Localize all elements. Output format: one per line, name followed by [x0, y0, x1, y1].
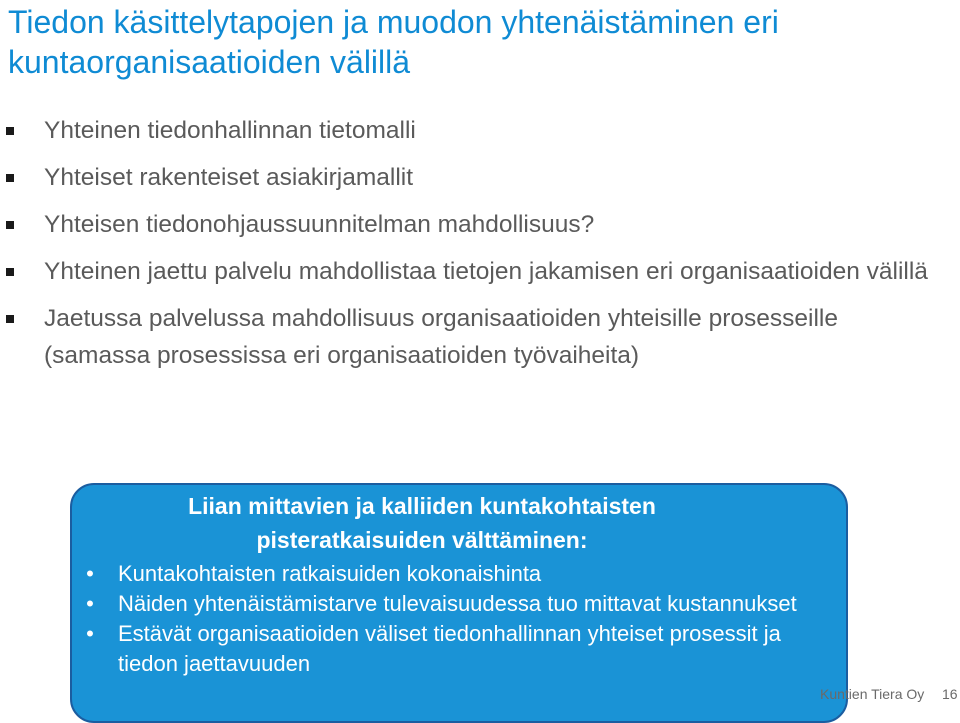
bullet-item — [0, 159, 960, 196]
square-bullet-icon — [6, 315, 14, 323]
callout-item — [72, 559, 812, 589]
square-bullet-icon — [6, 221, 14, 229]
slide-title: Tiedon käsittelytapojen ja muodon yhtenäistäminen eri kuntaorganisaatioiden välillä — [8, 4, 779, 80]
bullet-item — [0, 206, 960, 243]
callout-heading-line: Liian mittavien ja kalliiden kuntakohtaisten — [188, 493, 656, 519]
dot-bullet-icon: • — [86, 561, 94, 586]
dot-bullet-icon: • — [86, 591, 94, 616]
callout-list — [72, 559, 812, 679]
callout-box — [70, 483, 848, 723]
dot-bullet-icon: • — [86, 621, 94, 646]
callout-item — [72, 589, 812, 619]
footer-organization: Kuntien Tiera Oy — [820, 686, 925, 702]
callout-item — [72, 619, 812, 679]
callout-item-text: Näiden yhtenäistämistarve tulevaisuudessa tuo mittavat kustannukset — [118, 591, 797, 616]
bullet-list — [0, 112, 960, 374]
bullet-text: Yhteisen tiedonohjaussuunnitelman mahdollisuus? — [44, 211, 595, 238]
callout-item-text: Estävät organisaatioiden väliset tiedonhallinnan yhteiset prosessit ja tiedon jaettavuuden — [118, 621, 781, 676]
bullet-text: Yhteinen tiedonhallinnan tietomalli — [44, 117, 416, 144]
page-number: 16 — [942, 686, 958, 702]
bullet-item — [0, 112, 960, 149]
square-bullet-icon — [6, 268, 14, 276]
bullet-text: Yhteiset rakenteiset asiakirjamallit — [44, 164, 414, 191]
bullet-item — [0, 300, 960, 374]
bullet-text: Yhteinen jaettu palvelu mahdollistaa tietojen jakamisen eri organisaatioiden välillä — [44, 258, 928, 285]
square-bullet-icon — [6, 127, 14, 135]
bullet-item — [0, 253, 960, 290]
bullet-text: Jaetussa palvelussa mahdollisuus organisaatioiden yhteisille prosesseille (samassa prosessissa eri organisaatioiden työvaiheita) — [44, 305, 838, 369]
square-bullet-icon — [6, 174, 14, 182]
callout-heading — [72, 489, 772, 557]
callout-heading-line: pisteratkaisuiden välttäminen: — [256, 527, 588, 553]
callout-item-text: Kuntakohtaisten ratkaisuiden kokonaishinta — [118, 561, 542, 586]
